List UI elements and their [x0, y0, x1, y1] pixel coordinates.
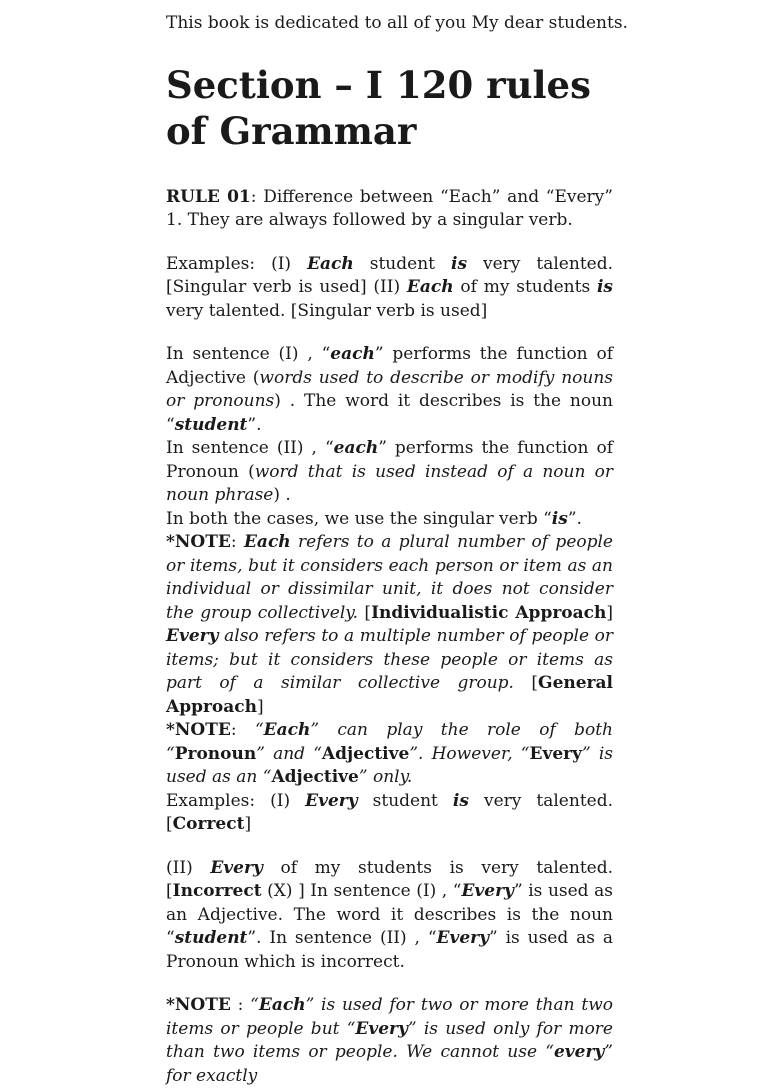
italic-run: ” can play the role of both “ — [166, 720, 613, 764]
bold-italic-run: Every — [305, 791, 358, 811]
bold-italic-run: is — [451, 254, 467, 274]
italic-run: “ — [250, 995, 259, 1015]
bold-italic-run: Every — [355, 1019, 408, 1039]
note-1-paragraph — [166, 531, 613, 719]
text-run: In both the cases, we use the singular verb “ — [166, 509, 552, 529]
italic-run: words used to describe or modify nouns or pronouns — [166, 368, 613, 412]
italic-run: word that is used instead of a noun or noun phrase — [166, 462, 613, 506]
text-run: student — [354, 254, 451, 274]
italic-run: “ — [255, 720, 264, 740]
bold-italic-run: is — [597, 277, 613, 297]
italic-run: ” is used as an “ — [166, 744, 613, 788]
italic-run: ” is used only for more than two items or people. We cannot use “ — [166, 1019, 613, 1063]
rule-01-paragraph — [166, 186, 613, 233]
text-run: ”. In sentence (II) , “ — [247, 928, 436, 948]
text-run: ”. — [568, 509, 582, 529]
bold-italic-run: Each — [244, 532, 291, 552]
document-page — [166, 12, 613, 1088]
text-run: ” performs the function of Adjective ( — [166, 344, 613, 388]
bold-run: Every — [529, 744, 582, 764]
italic-run: ” only. — [359, 767, 412, 787]
text-run: : — [231, 995, 250, 1015]
italic-run: ” is used for two or more than two items or people but “ — [166, 995, 613, 1039]
italic-run: ” for exactly — [166, 1042, 613, 1086]
text-run: : — [231, 720, 255, 740]
bold-italic-run: Every — [461, 881, 514, 901]
bold-run: Incorrect — [173, 881, 262, 901]
bold-italic-run: Each — [264, 720, 311, 740]
bold-italic-run: Every — [210, 858, 263, 878]
text-run: : Difference between “Each” and “Every” 1. They are always followed by a singular verb. — [166, 187, 613, 231]
text-run: of my students — [454, 277, 597, 297]
bold-run: Individualistic Approach — [371, 603, 606, 623]
text-run: [ — [358, 603, 371, 623]
text-run: ] — [257, 697, 264, 717]
bold-italic-run: Every — [166, 626, 219, 646]
sentence-1-explanation — [166, 343, 613, 437]
bold-italic-run: each — [334, 438, 379, 458]
italic-run: refers to a plural number of people or items, but it considers each person or item as an individual or dissimilar unit, it does not consider the group collectively. — [166, 532, 613, 623]
bold-italic-run: student — [175, 928, 248, 948]
bold-run: Adjective — [322, 744, 409, 764]
body-text — [166, 186, 613, 1088]
examples-paragraph-1 — [166, 253, 613, 324]
bold-run: *NOTE — [166, 720, 231, 740]
text-run: Examples: (I) — [166, 254, 307, 274]
section-title-line-2: of Grammar — [166, 109, 416, 153]
bold-italic-run: Each — [407, 277, 454, 297]
bold-italic-run: Each — [259, 995, 306, 1015]
bold-italic-run: each — [330, 344, 375, 364]
bold-italic-run: is — [453, 791, 469, 811]
section-title-line-1: Section – I 120 rules — [166, 63, 591, 107]
text-run: ” performs the function of Pronoun ( — [166, 438, 613, 482]
text-run: ] — [244, 814, 251, 834]
bold-italic-run: Each — [307, 254, 354, 274]
dedication-line: This book is dedicated to all of you My dear students. — [166, 12, 613, 36]
text-run: ” is used as a Pronoun which is incorrect. — [166, 928, 613, 972]
italic-run: ”. However, “ — [409, 744, 529, 764]
example-2-incorrect-paragraph — [166, 857, 613, 975]
text-run: ” is used as an Adjective. The word it describes is the noun “ — [166, 881, 613, 948]
text-run: (X) ] In sentence (I) , “ — [262, 881, 462, 901]
text-run: ) . The word it describes is the noun “ — [166, 391, 613, 435]
text-run: very talented. [Singular verb is used] (II) — [166, 254, 613, 298]
text-run: (II) — [166, 858, 210, 878]
text-run: ”. — [247, 415, 261, 435]
text-run: student — [358, 791, 453, 811]
bold-run: Pronoun — [175, 744, 257, 764]
section-title — [166, 62, 613, 154]
bold-run: General Approach — [166, 673, 613, 717]
both-cases-line — [166, 508, 613, 532]
bold-italic-run: student — [175, 415, 248, 435]
sentence-2-explanation — [166, 437, 613, 508]
bold-run: Adjective — [271, 767, 358, 787]
examples-paragraph-2 — [166, 790, 613, 837]
italic-run: ” and “ — [256, 744, 322, 764]
bold-run: *NOTE — [166, 532, 231, 552]
text-run: In sentence (II) , “ — [166, 438, 334, 458]
text-run: ) . — [273, 485, 290, 505]
text-run: Examples: (I) — [166, 791, 305, 811]
bold-run: Correct — [173, 814, 245, 834]
text-run: of my students is very talented. [ — [166, 858, 613, 902]
bold-run: RULE 01 — [166, 187, 251, 207]
bold-italic-run: is — [552, 509, 568, 529]
note-3-paragraph — [166, 994, 613, 1088]
text-run: : — [231, 532, 244, 552]
text-run: very talented. [ — [166, 791, 613, 835]
text-run: ] — [606, 603, 613, 623]
note-2-paragraph — [166, 719, 613, 790]
bold-italic-run: Every — [437, 928, 490, 948]
bold-run: *NOTE — [166, 995, 231, 1015]
text-run: In sentence (I) , “ — [166, 344, 330, 364]
italic-run: also refers to a multiple number of people or items; but it considers these people or items as part of a similar collective group. — [166, 626, 613, 693]
text-run: [ — [514, 673, 538, 693]
bold-italic-run: every — [554, 1042, 604, 1062]
text-run: very talented. [Singular verb is used] — [166, 301, 487, 321]
